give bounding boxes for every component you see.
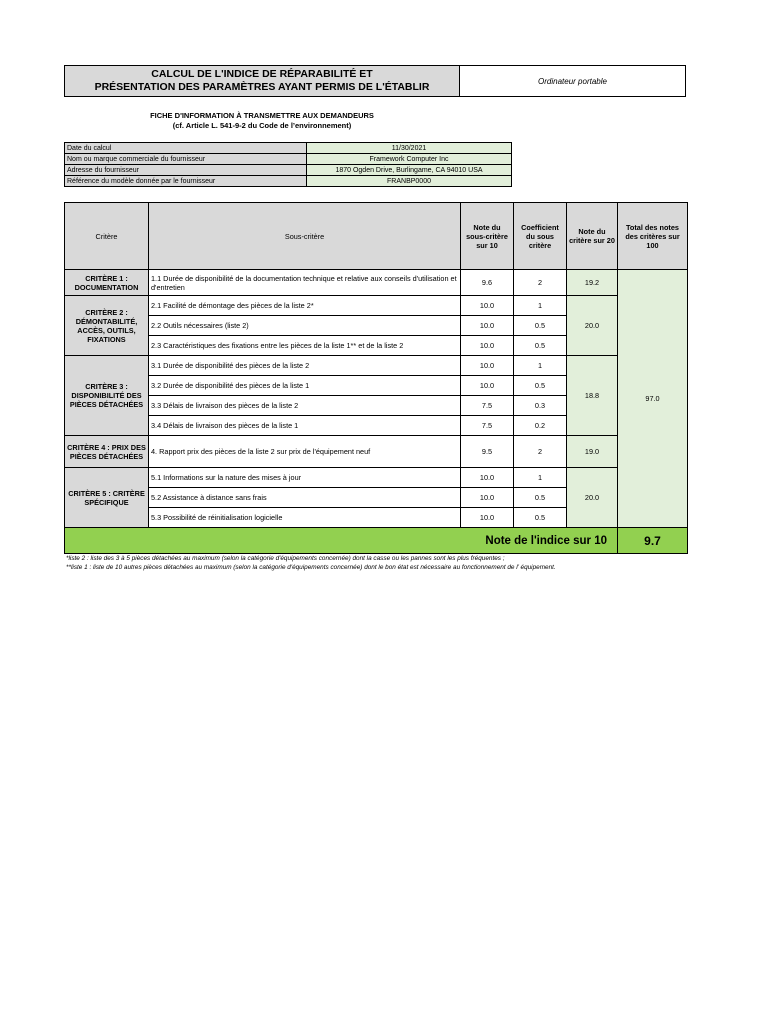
repairability-table (64, 202, 688, 554)
info-row-supplier (65, 154, 512, 165)
sub-criterion-label: 3.1 Durée de disponibilité des pièces de la liste 2 (149, 356, 461, 376)
criterion-name: CRITÈRE 5 : CRITÈRE SPÉCIFIQUE (65, 468, 149, 528)
sub-criterion-label: 5.1 Informations sur la nature des mises à jour (149, 468, 461, 488)
footnotes (66, 554, 686, 572)
header-coefficient: Coefficient du sous critère (514, 203, 567, 270)
header-note-sous-critere: Note du sous-critère sur 10 (461, 203, 514, 270)
criterion-name: CRITÈRE 2 : DÉMONTABILITÉ, ACCÈS, OUTILS, FIXATIONS (65, 296, 149, 356)
footnote-liste-1: **liste 1 : liste de 10 autres pièces détachées au maximum (selon la catégorie d'équipements concernée) dont le bon état est nécessaire au fonctionnement de l’ équipement. (66, 564, 556, 571)
title-line-1: CALCUL DE L'INDICE DE RÉPARABILITÉ ET (151, 68, 373, 80)
sub-criterion-label: 3.2 Durée de disponibilité des pièces de la liste 1 (149, 376, 461, 396)
sub-criterion-coef: 1 (514, 296, 567, 316)
sub-criterion-label: 1.1 Durée de disponibilité de la documentation technique et relative aux conseils d'utilisation et d'entretien (149, 270, 461, 296)
info-row-model (65, 176, 512, 187)
fiche-reference: (cf. Article L. 541-9-2 du Code de l’environnement) (172, 121, 352, 130)
sub-criterion-note: 10.0 (461, 376, 514, 396)
sub-criterion-note: 10.0 (461, 356, 514, 376)
sub-criterion-coef: 1 (514, 356, 567, 376)
sub-criterion-coef: 0.2 (514, 416, 567, 436)
document-title (64, 65, 460, 97)
criterion-name: CRITÈRE 3 : DISPONIBILITÉ DES PIÈCES DÉTACHÉES (65, 356, 149, 436)
sub-criterion-note: 9.5 (461, 436, 514, 468)
info-value: 1870 Ogden Drive, Burlingame, CA 94010 USA (307, 165, 512, 176)
info-label: Référence du modèle donnée par le fournisseur (65, 176, 307, 187)
sub-criterion-note: 10.0 (461, 316, 514, 336)
sub-criterion-coef: 1 (514, 468, 567, 488)
criterion-name: CRITÈRE 1 : DOCUMENTATION (65, 270, 149, 296)
table-row (65, 468, 688, 488)
sub-criterion-note: 10.0 (461, 296, 514, 316)
final-score-row (65, 528, 688, 554)
title-line-2: PRÉSENTATION DES PARAMÈTRES AYANT PERMIS DE L'ÉTABLIR (94, 81, 430, 93)
header-critere: Critère (65, 203, 149, 270)
table-row (65, 436, 688, 468)
info-label: Adresse du fournisseur (65, 165, 307, 176)
criterion-score: 18.8 (567, 356, 618, 436)
sub-criterion-label: 2.2 Outils nécessaires (liste 2) (149, 316, 461, 336)
sub-criterion-label: 5.3 Possibilité de réinitialisation logicielle (149, 508, 461, 528)
table-row (65, 296, 688, 316)
table-row (65, 356, 688, 376)
sub-criterion-coef: 0.3 (514, 396, 567, 416)
info-label: Nom ou marque commerciale du fournisseur (65, 154, 307, 165)
sub-criterion-coef: 0.5 (514, 336, 567, 356)
sub-criterion-note: 10.0 (461, 336, 514, 356)
sub-criterion-coef: 2 (514, 270, 567, 296)
sub-criterion-label: 2.1 Facilité de démontage des pièces de la liste 2* (149, 296, 461, 316)
header-sous-critere: Sous-critère (149, 203, 461, 270)
sub-criterion-note: 9.6 (461, 270, 514, 296)
info-value: 11/30/2021 (307, 143, 512, 154)
sub-criterion-note: 10.0 (461, 468, 514, 488)
sub-criterion-note: 10.0 (461, 508, 514, 528)
final-score-label: Note de l'indice sur 10 (65, 528, 618, 554)
sub-criterion-note: 7.5 (461, 396, 514, 416)
supplier-info-table (64, 142, 512, 187)
sub-criterion-coef: 0.5 (514, 316, 567, 336)
info-label: Date du calcul (65, 143, 307, 154)
final-score-value: 9.7 (618, 528, 688, 554)
header-note-critere: Note du critère sur 20 (567, 203, 618, 270)
sub-criterion-label: 2.3 Caractéristiques des fixations entre les pièces de la liste 1** et de la liste 2 (149, 336, 461, 356)
device-category-label: Ordinateur portable (538, 76, 607, 86)
sub-criterion-label: 5.2 Assistance à distance sans frais (149, 488, 461, 508)
sub-criterion-note: 10.0 (461, 488, 514, 508)
info-value: FRANBP0000 (307, 176, 512, 187)
info-row-address (65, 165, 512, 176)
fiche-heading: FICHE D'INFORMATION À TRANSMETTRE AUX DEMANDEURS (150, 111, 374, 120)
sub-criterion-label: 3.4 Délais de livraison des pièces de la liste 1 (149, 416, 461, 436)
sub-criterion-label: 4. Rapport prix des pièces de la liste 2 sur prix de l'équipement neuf (149, 436, 461, 468)
sub-criterion-note: 7.5 (461, 416, 514, 436)
info-value: Framework Computer Inc (307, 154, 512, 165)
criterion-name: CRITÈRE 4 : PRIX DES PIÈCES DÉTACHÉES (65, 436, 149, 468)
total-score: 97.0 (618, 270, 688, 528)
info-row-date (65, 143, 512, 154)
device-category (459, 65, 686, 97)
sub-criterion-label: 3.3 Délais de livraison des pièces de la liste 2 (149, 396, 461, 416)
header-total: Total des notes des critères sur 100 (618, 203, 688, 270)
sub-criterion-coef: 0.5 (514, 376, 567, 396)
sub-criterion-coef: 0.5 (514, 488, 567, 508)
table-header (65, 203, 688, 270)
criterion-score: 20.0 (567, 468, 618, 528)
footnote-liste-2: *liste 2 : liste des 3 à 5 pièces détachées au maximum (selon la catégorie d'équipements concernée) dont la casse ou les pannes sont les plus fréquentes ; (66, 555, 505, 562)
criterion-score: 19.2 (567, 270, 618, 296)
sub-criterion-coef: 0.5 (514, 508, 567, 528)
table-row (65, 270, 688, 296)
criterion-score: 19.0 (567, 436, 618, 468)
sub-criterion-coef: 2 (514, 436, 567, 468)
criterion-score: 20.0 (567, 296, 618, 356)
